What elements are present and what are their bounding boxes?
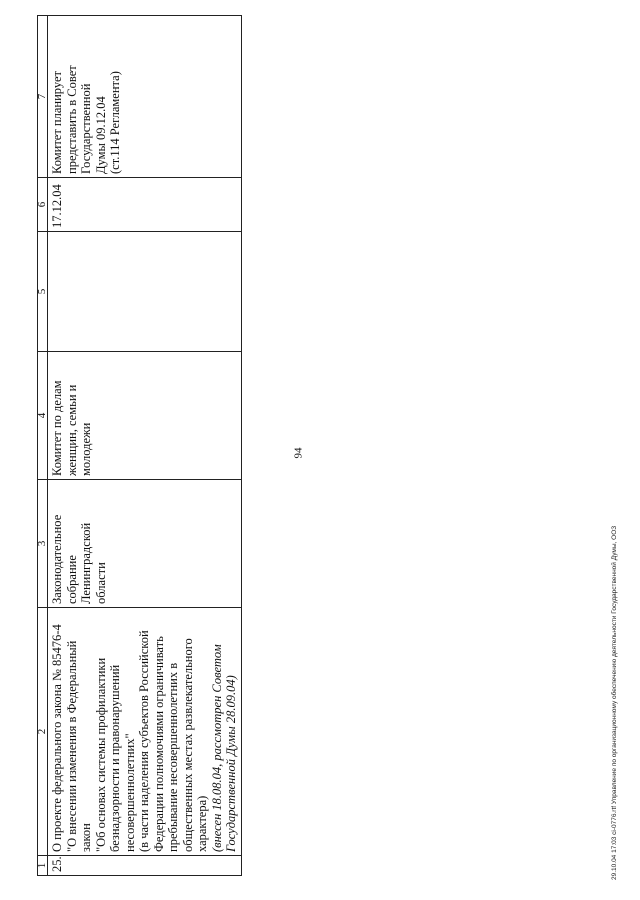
bill-line: Федерации полномочиями ограничивать bbox=[151, 636, 166, 852]
bill-line: пребывание несовершеннолетних в bbox=[166, 662, 180, 852]
document-footer: 29.10.04 17:03 ci-0776.rtf Управление по организационному обеспечению деятельности Государственной Думы, ООЗ bbox=[611, 525, 618, 880]
committee-line: Комитет по делам bbox=[50, 380, 64, 476]
bill-line: (в части наделения субъектов Российской bbox=[137, 630, 151, 852]
bill-line: характера) bbox=[195, 795, 209, 852]
committee-line: женщин, семьи и bbox=[64, 384, 79, 476]
page-number: 94 bbox=[292, 447, 305, 459]
bill-line: "Об основах системы профилактики bbox=[93, 657, 108, 852]
bill-status-line: (внесен 18.08.04, рассмотрен Советом bbox=[209, 644, 224, 852]
responsible-committee bbox=[48, 352, 242, 480]
header-col-5: 5 bbox=[38, 232, 48, 352]
notes-line: Комитет планирует bbox=[50, 71, 64, 174]
notes-line: представить в Совет bbox=[64, 65, 79, 174]
deadline-date: 17.12.04 bbox=[48, 178, 242, 232]
document-sheet bbox=[36, 16, 238, 876]
header-col-3: 3 bbox=[38, 480, 48, 608]
bill-line: "О внесении изменения в Федеральный закон bbox=[64, 640, 93, 852]
initiator bbox=[48, 480, 242, 608]
bill-line: несовершеннолетних" bbox=[122, 733, 137, 852]
col5-cell bbox=[48, 232, 242, 352]
bill-line: О проекте федерального закона № 85476-4 bbox=[50, 624, 64, 852]
initiator-line: области bbox=[93, 562, 108, 604]
initiator-line: Законодательное bbox=[50, 514, 64, 604]
notes bbox=[48, 16, 242, 178]
row-number: 25. bbox=[48, 856, 242, 876]
bill-status-line: Государственной Думы 28.09.04) bbox=[224, 675, 238, 852]
header-row bbox=[38, 16, 48, 876]
header-col-7: 7 bbox=[38, 16, 48, 178]
committee-line: молодежи bbox=[79, 422, 93, 476]
bill-line: общественных местах развлекательного bbox=[180, 638, 195, 852]
bill-line: безнадзорности и правонарушений bbox=[108, 664, 122, 852]
header-col-6: 6 bbox=[38, 178, 48, 232]
notes-line: Думы 09.12.04 bbox=[93, 96, 108, 174]
header-col-4: 4 bbox=[38, 352, 48, 480]
table-row bbox=[48, 16, 242, 876]
bill-description bbox=[48, 608, 242, 856]
notes-line: Государственной bbox=[79, 83, 93, 174]
header-col-2: 2 bbox=[38, 608, 48, 856]
bills-table bbox=[37, 15, 242, 876]
initiator-line: Ленинградской bbox=[79, 522, 93, 604]
initiator-line: собрание bbox=[64, 555, 79, 604]
notes-line: (ст.114 Регламента) bbox=[108, 71, 122, 174]
header-col-1: 1 bbox=[38, 856, 48, 876]
